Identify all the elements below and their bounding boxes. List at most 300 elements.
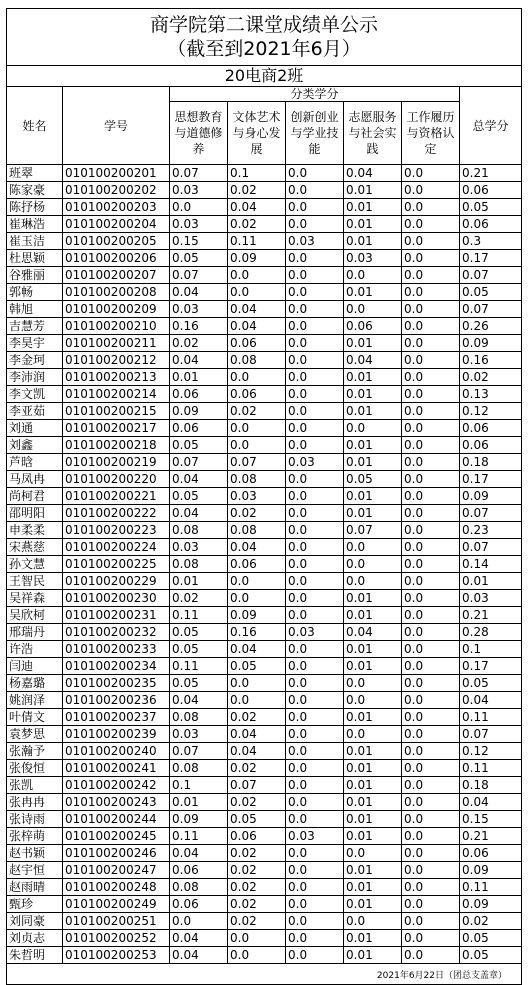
credit-innovation: 0.0	[286, 777, 344, 794]
credit-total: 0.13	[460, 386, 522, 403]
student-name: 李文凯	[7, 386, 63, 403]
credit-total: 0.18	[460, 777, 522, 794]
credit-volunteer: 0.0	[344, 539, 402, 556]
credit-moral: 0.07	[170, 165, 228, 182]
table-row	[7, 216, 522, 233]
student-name: 赵雨晴	[7, 879, 63, 896]
table-row	[7, 403, 522, 420]
credit-innovation: 0.0	[286, 590, 344, 607]
credit-work: 0.0	[402, 777, 460, 794]
credit-innovation: 0.0	[286, 947, 344, 964]
credit-total: 0.07	[460, 267, 522, 284]
credit-work: 0.0	[402, 913, 460, 930]
student-id: 010100200225	[63, 556, 170, 573]
student-id: 010100200244	[63, 811, 170, 828]
student-id: 010100200212	[63, 352, 170, 369]
credit-innovation: 0.0	[286, 165, 344, 182]
credit-work: 0.0	[402, 862, 460, 879]
credit-moral: 0.05	[170, 250, 228, 267]
credit-innovation: 0.0	[286, 352, 344, 369]
transcript-table	[6, 8, 522, 985]
credit-moral: 0.03	[170, 539, 228, 556]
credit-volunteer: 0.01	[344, 454, 402, 471]
credit-volunteer: 0.01	[344, 743, 402, 760]
student-name: 陈抒杨	[7, 199, 63, 216]
credit-total: 0.07	[460, 301, 522, 318]
credit-total: 0.21	[460, 607, 522, 624]
credit-innovation: 0.0	[286, 182, 344, 199]
table-row	[7, 573, 522, 590]
credit-total: 0.17	[460, 471, 522, 488]
credit-volunteer: 0.0	[344, 301, 402, 318]
credit-arts: 0.02	[228, 862, 286, 879]
credit-work: 0.0	[402, 335, 460, 352]
student-id: 010100200237	[63, 709, 170, 726]
credit-total: 0.09	[460, 862, 522, 879]
header-student-id: 学号	[63, 87, 170, 165]
student-id: 010100200210	[63, 318, 170, 335]
credit-total: 0.06	[460, 216, 522, 233]
student-name: 孙文慧	[7, 556, 63, 573]
header-total: 总学分	[460, 87, 522, 165]
credit-arts: 0.02	[228, 760, 286, 777]
student-id: 010100200242	[63, 777, 170, 794]
credit-arts: 0.1	[228, 165, 286, 182]
credit-work: 0.0	[402, 420, 460, 437]
header-volunteer: 志愿服务与社会实践	[344, 102, 402, 165]
credit-work: 0.0	[402, 675, 460, 692]
credit-arts: 0.08	[228, 471, 286, 488]
credit-arts: 0.0	[228, 420, 286, 437]
credit-work: 0.0	[402, 216, 460, 233]
credit-arts: 0.0	[228, 692, 286, 709]
student-name: 赵宇恒	[7, 862, 63, 879]
credit-moral: 0.11	[170, 607, 228, 624]
credit-moral: 0.09	[170, 811, 228, 828]
credit-work: 0.0	[402, 811, 460, 828]
credit-arts: 0.06	[228, 556, 286, 573]
credit-volunteer: 0.01	[344, 777, 402, 794]
student-id: 010100200235	[63, 675, 170, 692]
table-row	[7, 335, 522, 352]
credit-moral: 0.04	[170, 947, 228, 964]
credit-work: 0.0	[402, 624, 460, 641]
table-row	[7, 488, 522, 505]
student-id: 010100200253	[63, 947, 170, 964]
credit-volunteer: 0.01	[344, 879, 402, 896]
student-id: 010100200219	[63, 454, 170, 471]
credit-total: 0.1	[460, 641, 522, 658]
credit-innovation: 0.0	[286, 488, 344, 505]
credit-moral: 0.07	[170, 454, 228, 471]
credit-work: 0.0	[402, 607, 460, 624]
credit-moral: 0.08	[170, 709, 228, 726]
student-id: 010100200211	[63, 335, 170, 352]
credit-total: 0.09	[460, 335, 522, 352]
student-name: 刘同豪	[7, 913, 63, 930]
student-id: 010100200207	[63, 267, 170, 284]
credit-arts: 0.07	[228, 454, 286, 471]
credit-volunteer: 0.01	[344, 233, 402, 250]
credit-work: 0.0	[402, 828, 460, 845]
credit-total: 0.12	[460, 743, 522, 760]
credit-innovation: 0.0	[286, 896, 344, 913]
credit-total: 0.23	[460, 522, 522, 539]
credit-moral: 0.05	[170, 624, 228, 641]
credit-volunteer: 0.03	[344, 250, 402, 267]
credit-arts: 0.0	[228, 590, 286, 607]
credit-innovation: 0.03	[286, 624, 344, 641]
credit-innovation: 0.0	[286, 743, 344, 760]
credit-arts: 0.0	[228, 930, 286, 947]
table-row	[7, 386, 522, 403]
credit-work: 0.0	[402, 845, 460, 862]
student-name: 刘贞志	[7, 930, 63, 947]
student-name: 宋燕慈	[7, 539, 63, 556]
credit-moral: 0.05	[170, 675, 228, 692]
credit-total: 0.06	[460, 845, 522, 862]
credit-innovation: 0.0	[286, 335, 344, 352]
table-row	[7, 658, 522, 675]
credit-arts: 0.04	[228, 641, 286, 658]
credit-total: 0.06	[460, 420, 522, 437]
student-name: 李亚茹	[7, 403, 63, 420]
header-moral-education: 思想教育与道德修养	[170, 102, 228, 165]
credit-arts: 0.11	[228, 233, 286, 250]
table-row	[7, 675, 522, 692]
credit-total: 0.11	[460, 760, 522, 777]
credit-total: 0.02	[460, 369, 522, 386]
transcript-sheet	[6, 8, 521, 985]
student-id: 010100200245	[63, 828, 170, 845]
credit-volunteer: 0.05	[344, 471, 402, 488]
student-id: 010100200206	[63, 250, 170, 267]
credit-innovation: 0.0	[286, 267, 344, 284]
header-category-group: 分类学分	[170, 87, 460, 102]
credit-moral: 0.08	[170, 760, 228, 777]
credit-moral: 0.03	[170, 301, 228, 318]
credit-volunteer: 0.01	[344, 607, 402, 624]
table-row	[7, 165, 522, 182]
credit-innovation: 0.0	[286, 811, 344, 828]
student-id: 010100200231	[63, 607, 170, 624]
credit-work: 0.0	[402, 726, 460, 743]
student-id: 010100200202	[63, 182, 170, 199]
credit-total: 0.06	[460, 182, 522, 199]
credit-arts: 0.02	[228, 879, 286, 896]
student-name: 韩旭	[7, 301, 63, 318]
credit-innovation: 0.0	[286, 284, 344, 301]
credit-volunteer: 0.01	[344, 505, 402, 522]
credit-total: 0.11	[460, 709, 522, 726]
credit-innovation: 0.0	[286, 403, 344, 420]
credit-work: 0.0	[402, 522, 460, 539]
table-row	[7, 199, 522, 216]
credit-innovation: 0.0	[286, 862, 344, 879]
student-id: 010100200222	[63, 505, 170, 522]
credit-moral: 0.05	[170, 488, 228, 505]
credit-volunteer: 0.01	[344, 641, 402, 658]
credit-volunteer: 0.06	[344, 318, 402, 335]
credit-arts: 0.04	[228, 743, 286, 760]
credit-volunteer: 0.01	[344, 216, 402, 233]
credit-innovation: 0.0	[286, 641, 344, 658]
credit-arts: 0.05	[228, 658, 286, 675]
credit-total: 0.26	[460, 318, 522, 335]
credit-work: 0.0	[402, 352, 460, 369]
student-name: 杨嘉璐	[7, 675, 63, 692]
student-name: 姚润泽	[7, 692, 63, 709]
credit-volunteer: 0.01	[344, 284, 402, 301]
student-name: 张凯	[7, 777, 63, 794]
credit-moral: 0.04	[170, 352, 228, 369]
table-row	[7, 284, 522, 301]
credit-total: 0.04	[460, 794, 522, 811]
credit-work: 0.0	[402, 267, 460, 284]
student-id: 010100200215	[63, 403, 170, 420]
credit-work: 0.0	[402, 556, 460, 573]
credit-volunteer: 0.01	[344, 828, 402, 845]
table-row	[7, 862, 522, 879]
table-row	[7, 607, 522, 624]
table-row	[7, 692, 522, 709]
credit-total: 0.09	[460, 896, 522, 913]
credit-arts: 0.08	[228, 522, 286, 539]
credit-arts: 0.04	[228, 539, 286, 556]
table-row	[7, 250, 522, 267]
credit-work: 0.0	[402, 386, 460, 403]
credit-innovation: 0.0	[286, 930, 344, 947]
student-name: 崔玉洁	[7, 233, 63, 250]
credit-volunteer: 0.01	[344, 335, 402, 352]
credit-moral: 0.04	[170, 845, 228, 862]
credit-innovation: 0.0	[286, 607, 344, 624]
credit-volunteer: 0.01	[344, 590, 402, 607]
credit-arts: 0.02	[228, 709, 286, 726]
credit-volunteer: 0.0	[344, 726, 402, 743]
credit-work: 0.0	[402, 318, 460, 335]
student-id: 010100200248	[63, 879, 170, 896]
credit-arts: 0.02	[228, 216, 286, 233]
credit-arts: 0.08	[228, 352, 286, 369]
table-row	[7, 777, 522, 794]
credit-total: 0.06	[460, 437, 522, 454]
table-row	[7, 471, 522, 488]
student-name: 李沛润	[7, 369, 63, 386]
credit-innovation: 0.0	[286, 658, 344, 675]
table-row	[7, 624, 522, 641]
header-arts-sports: 文体艺术与身心发展	[228, 102, 286, 165]
student-name: 杜思颖	[7, 250, 63, 267]
credit-moral: 0.07	[170, 267, 228, 284]
credit-volunteer: 0.01	[344, 862, 402, 879]
student-id: 010100200204	[63, 216, 170, 233]
student-name: 吉慧芳	[7, 318, 63, 335]
credit-work: 0.0	[402, 233, 460, 250]
credit-moral: 0.04	[170, 692, 228, 709]
table-row	[7, 726, 522, 743]
credit-volunteer: 0.01	[344, 437, 402, 454]
credit-total: 0.18	[460, 454, 522, 471]
student-rows	[7, 165, 522, 964]
credit-moral: 0.05	[170, 437, 228, 454]
credit-work: 0.0	[402, 165, 460, 182]
credit-volunteer: 0.01	[344, 811, 402, 828]
credit-innovation: 0.0	[286, 760, 344, 777]
student-id: 010100200233	[63, 641, 170, 658]
credit-total: 0.07	[460, 505, 522, 522]
student-name: 闫迪	[7, 658, 63, 675]
table-row	[7, 318, 522, 335]
credit-arts: 0.06	[228, 386, 286, 403]
student-id: 010100200241	[63, 760, 170, 777]
credit-total: 0.16	[460, 352, 522, 369]
credit-volunteer: 0.0	[344, 556, 402, 573]
credit-moral: 0.0	[170, 199, 228, 216]
student-id: 010100200240	[63, 743, 170, 760]
credit-total: 0.05	[460, 199, 522, 216]
student-id: 010100200236	[63, 692, 170, 709]
student-id: 010100200218	[63, 437, 170, 454]
credit-work: 0.0	[402, 879, 460, 896]
credit-work: 0.0	[402, 947, 460, 964]
credit-total: 0.05	[460, 930, 522, 947]
student-name: 朱哲明	[7, 947, 63, 964]
credit-work: 0.0	[402, 930, 460, 947]
credit-arts: 0.02	[228, 845, 286, 862]
credit-total: 0.28	[460, 624, 522, 641]
credit-moral: 0.01	[170, 573, 228, 590]
credit-volunteer: 0.01	[344, 386, 402, 403]
credit-moral: 0.04	[170, 471, 228, 488]
student-id: 010100200213	[63, 369, 170, 386]
credit-innovation: 0.0	[286, 301, 344, 318]
credit-work: 0.0	[402, 573, 460, 590]
credit-innovation: 0.0	[286, 692, 344, 709]
credit-moral: 0.04	[170, 505, 228, 522]
credit-work: 0.0	[402, 454, 460, 471]
credit-arts: 0.0	[228, 675, 286, 692]
credit-innovation: 0.0	[286, 879, 344, 896]
student-name: 刘通	[7, 420, 63, 437]
credit-moral: 0.11	[170, 658, 228, 675]
credit-volunteer: 0.07	[344, 522, 402, 539]
student-name: 邵明阳	[7, 505, 63, 522]
student-id: 010100200214	[63, 386, 170, 403]
credit-arts: 0.06	[228, 828, 286, 845]
credit-total: 0.03	[460, 590, 522, 607]
credit-moral: 0.06	[170, 896, 228, 913]
student-name: 许浩	[7, 641, 63, 658]
credit-innovation: 0.03	[286, 828, 344, 845]
credit-total: 0.09	[460, 488, 522, 505]
class-name: 20电商2班	[7, 66, 522, 87]
student-name: 叶倩文	[7, 709, 63, 726]
credit-arts: 0.0	[228, 267, 286, 284]
student-id: 010100200232	[63, 624, 170, 641]
credit-moral: 0.1	[170, 777, 228, 794]
credit-work: 0.0	[402, 760, 460, 777]
student-name: 尚柯君	[7, 488, 63, 505]
document-title: 商学院第二课堂成绩单公示	[7, 9, 522, 38]
student-name: 张俊恒	[7, 760, 63, 777]
table-row	[7, 845, 522, 862]
credit-arts: 0.02	[228, 794, 286, 811]
credit-moral: 0.04	[170, 930, 228, 947]
credit-total: 0.02	[460, 913, 522, 930]
credit-volunteer: 0.01	[344, 403, 402, 420]
credit-volunteer: 0.01	[344, 760, 402, 777]
student-id: 010100200243	[63, 794, 170, 811]
credit-work: 0.0	[402, 505, 460, 522]
credit-arts: 0.0	[228, 573, 286, 590]
student-id: 010100200246	[63, 845, 170, 862]
credit-innovation: 0.0	[286, 913, 344, 930]
credit-volunteer: 0.0	[344, 675, 402, 692]
header-innovation: 创新创业与学业技能	[286, 102, 344, 165]
table-row	[7, 437, 522, 454]
student-id: 010100200209	[63, 301, 170, 318]
credit-moral: 0.02	[170, 590, 228, 607]
table-row	[7, 420, 522, 437]
student-id: 010100200201	[63, 165, 170, 182]
credit-total: 0.04	[460, 692, 522, 709]
header-work-record: 工作履历与资格认定	[402, 102, 460, 165]
credit-total: 0.12	[460, 403, 522, 420]
table-row	[7, 913, 522, 930]
credit-moral: 0.04	[170, 284, 228, 301]
student-id: 010100200251	[63, 913, 170, 930]
credit-volunteer: 0.0	[344, 913, 402, 930]
credit-volunteer: 0.01	[344, 369, 402, 386]
credit-work: 0.0	[402, 896, 460, 913]
student-id: 010100200217	[63, 420, 170, 437]
credit-arts: 0.04	[228, 726, 286, 743]
credit-work: 0.0	[402, 301, 460, 318]
credit-total: 0.15	[460, 811, 522, 828]
student-id: 010100200247	[63, 862, 170, 879]
document-subtitle: （截至到2021年6月）	[7, 37, 522, 66]
student-id: 010100200224	[63, 539, 170, 556]
credit-innovation: 0.0	[286, 386, 344, 403]
credit-total: 0.05	[460, 675, 522, 692]
student-name: 张梓萌	[7, 828, 63, 845]
credit-work: 0.0	[402, 488, 460, 505]
credit-volunteer: 0.01	[344, 658, 402, 675]
credit-volunteer: 0.04	[344, 165, 402, 182]
table-row	[7, 182, 522, 199]
credit-volunteer: 0.01	[344, 199, 402, 216]
credit-innovation: 0.0	[286, 539, 344, 556]
credit-arts: 0.0	[228, 284, 286, 301]
table-row	[7, 505, 522, 522]
credit-arts: 0.02	[228, 182, 286, 199]
credit-arts: 0.05	[228, 811, 286, 828]
credit-innovation: 0.0	[286, 505, 344, 522]
credit-work: 0.0	[402, 539, 460, 556]
credit-moral: 0.01	[170, 794, 228, 811]
student-name: 申柔柔	[7, 522, 63, 539]
credit-volunteer: 0.0	[344, 420, 402, 437]
student-id: 010100200220	[63, 471, 170, 488]
table-row	[7, 233, 522, 250]
credit-innovation: 0.0	[286, 369, 344, 386]
credit-arts: 0.09	[228, 250, 286, 267]
credit-volunteer: 0.04	[344, 352, 402, 369]
credit-innovation: 0.0	[286, 199, 344, 216]
student-id: 010100200234	[63, 658, 170, 675]
student-name: 张冉冉	[7, 794, 63, 811]
